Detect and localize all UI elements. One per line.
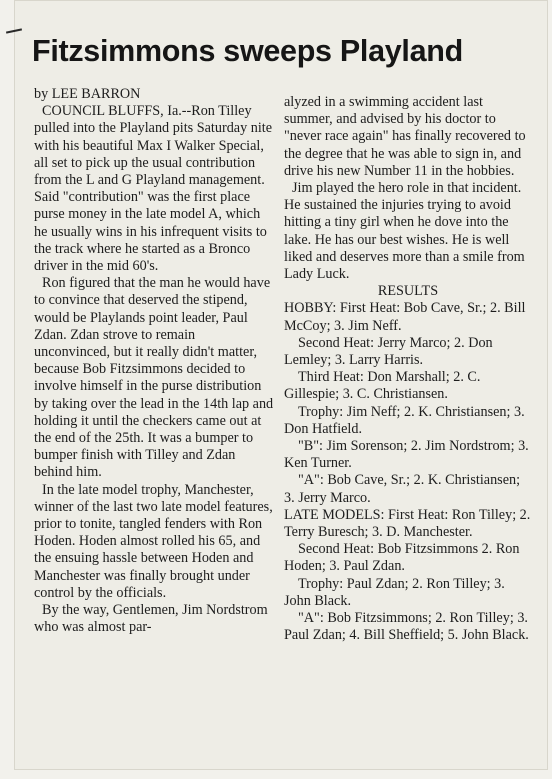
byline: by LEE BARRON	[34, 86, 141, 102]
result-line: "A": Bob Cave, Sr.; 2. K. Christiansen; 3. Jerry Marco.	[284, 472, 521, 506]
result-line: Trophy: Jim Neff; 2. K. Christiansen; 3. Don Hatfield.	[284, 403, 525, 437]
result-line: "A": Bob Fitzsimmons; 2. Ron Tilley; 3. Paul Zdan; 4. Bill Sheffield; 5. John Black.	[284, 610, 529, 644]
paragraph: COUNCIL BLUFFS, Ia.--Ron Tilley pulled into the Playland pits Saturday nite with his beautiful Max I Walker Special, all set to pick up the usual contribution from the L and G Playland management. Said "contribution" was the first place purse money in the late model A, which he usually wins in his infrequent visits to the track where he started as a Bronco driver in the mid 60's.	[34, 103, 273, 275]
results-heading: RESULTS	[377, 283, 439, 300]
paragraph: Jim played the hero role in that incident. He sustained the injuries trying to avoid hitting a tiny girl when he dove into the lake. He has our best wishes. He is well liked and deserves more than a smile from Lady Luck.	[284, 180, 525, 283]
result-line: Second Heat: Bob Fitzsimmons 2. Ron Hoden; 3. Paul Zdan.	[284, 541, 520, 575]
result-line: HOBBY: First Heat: Bob Cave, Sr.; 2. Bill McCoy; 3. Jim Neff.	[284, 300, 526, 334]
result-line: Second Heat: Jerry Marco; 2. Don Lemley; 3. Larry Harris.	[284, 334, 493, 369]
right-column	[284, 94, 532, 645]
paragraph: In the late model trophy, Manchester, winner of the last two late model features, prior to tonite, tangled fenders with Ron Hoden. Hoden almost rolled his 65, and the ensuing hassle between Hoden and Manchester was finally brought under control by the officials.	[34, 481, 273, 601]
result-line: Trophy: Paul Zdan; 2. Ron Tilley; 3. John Black.	[284, 575, 505, 609]
paragraph: By the way, Gentlemen, Jim Nordstrom who was almost par-	[34, 602, 268, 636]
headline: Fitzsimmons sweeps Playland	[32, 34, 463, 68]
paragraph: alyzed in a swimming accident last summer, and advised by his doctor to "never race again" has finally recovered to the degree that he was able to sign in, and drive his new Number 11 in the hobbies.	[284, 94, 526, 179]
result-line: "B": Jim Sorenson; 2. Jim Nordstrom; 3. Ken Turner.	[284, 438, 529, 472]
paragraph: Ron figured that the man he would have to convince that deserved the stipend, would be Playlands point leader, Paul Zdan. Zdan strove to remain unconvinced, but it really didn't matter, because Bob Fitzsimmons decided to involve himself in the purse distribution by taking over the lead in the 14th lap and holding it until the checkers came out at the end of the 25th. It was a bumper to bumper finish with Tilley and Zdan behind him.	[34, 275, 274, 481]
result-line: LATE MODELS: First Heat: Ron Tilley; 2. Terry Buresch; 3. D. Manchester.	[284, 506, 531, 541]
left-column	[34, 86, 274, 637]
result-line: Third Heat: Don Marshall; 2. C. Gillespie; 3. C. Christiansen.	[284, 369, 481, 403]
